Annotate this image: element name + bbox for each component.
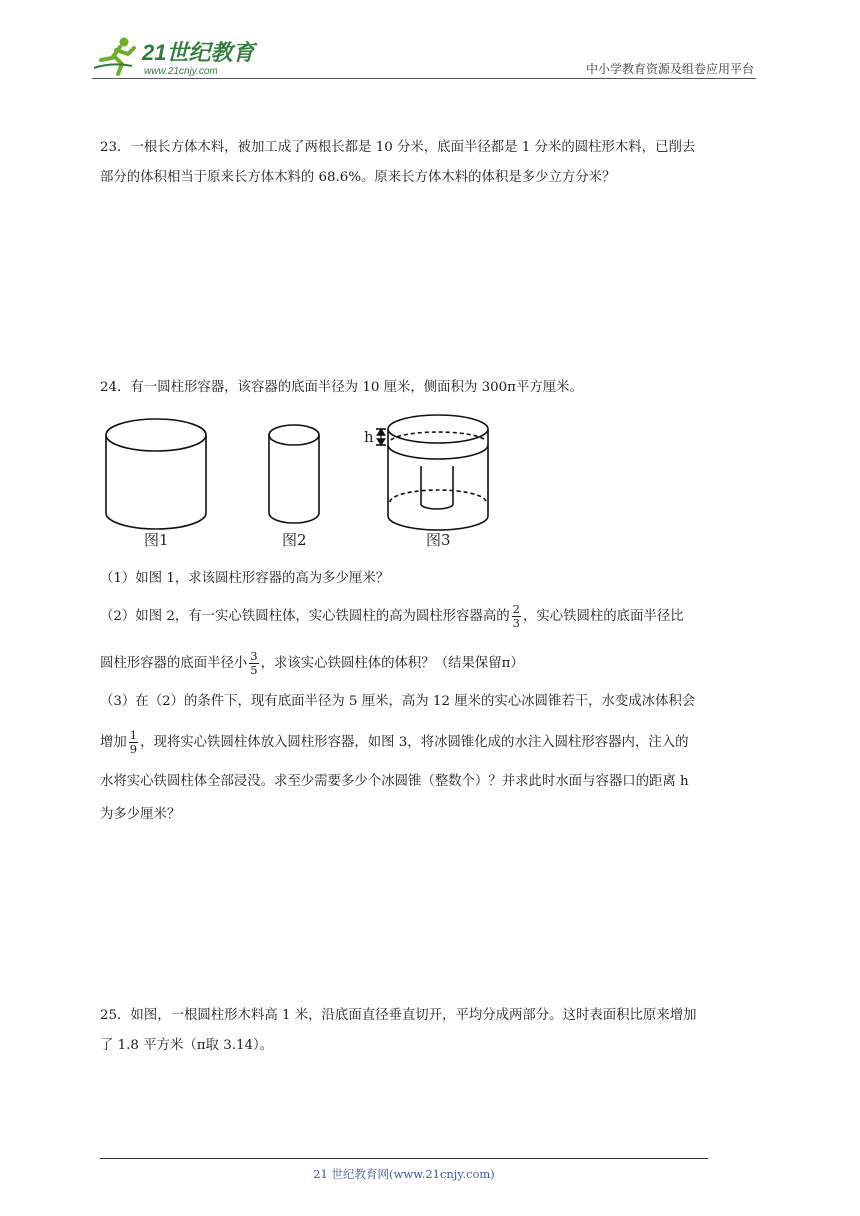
text-segment: 增加 [100, 735, 127, 750]
question-23-line-2: 部分的体积相当于原来长方体木料的 68.6%。原来长方体木料的体积是多少立方分米？ [100, 170, 616, 185]
cylinder-figures [96, 408, 516, 558]
figure-3-label: 图3 [426, 531, 451, 549]
site-logo [92, 34, 262, 78]
figure-2-iron-cylinder [269, 425, 319, 523]
runner-logo-icon [92, 34, 262, 78]
question-24-part-3-line-2 [100, 729, 689, 756]
figure-1-label: 图1 [144, 531, 169, 549]
footer-link[interactable]: 21 世纪教育网(www.21cnjy.com) [313, 1167, 495, 1181]
fraction-denominator: 3 [512, 616, 520, 630]
fraction-numerator: 1 [129, 728, 138, 742]
text-segment: ，现将实心铁圆柱体放入圆柱形容器，如图 3，将冰圆锥化成的水注入圆柱形容器内，注入的 [140, 735, 689, 750]
figure-2-label: 图2 [282, 531, 307, 549]
question-25-line-2: 了 1.8 平方米（π取 3.14）。 [100, 1038, 274, 1053]
question-24-part-3-line-3: 水将实心铁圆柱体全部浸没。求至少需要多少个冰圆锥（整数个）？并求此时水面与容器口的距离 h [100, 774, 689, 789]
question-24-figures [96, 408, 516, 558]
question-24-part-2-line-1 [100, 603, 684, 630]
fraction-one-ninth [129, 729, 138, 756]
platform-name: 中小学教育资源及组卷应用平台 [585, 62, 754, 76]
figure-3-h-label: h [364, 428, 374, 446]
question-24-part-2-line-2 [100, 650, 524, 677]
figure-3-container-with-water [376, 415, 488, 530]
question-25 [100, 1001, 770, 1061]
text-segment: ，求该实心铁圆柱体的体积？（结果保留π） [260, 656, 524, 671]
footer-divider [100, 1158, 708, 1159]
fraction-denominator: 9 [129, 742, 138, 756]
question-24-part-3-line-4: 为多少厘米？ [100, 807, 181, 822]
text-segment: （2）如图 2，有一实心铁圆柱体，实心铁圆柱的高为圆柱形容器高的 [100, 609, 510, 624]
fraction-two-thirds [512, 603, 521, 630]
question-24-intro: 24．有一圆柱形容器，该容器的底面半径为 10 厘米，侧面积为 300π平方厘米。 [100, 380, 583, 395]
fraction-numerator: 3 [250, 649, 258, 663]
question-24-part-3-line-1: （3）在（2）的条件下，现有底面半径为 5 厘米，高为 12 厘米的实心冰圆锥若干，水变成冰体积会 [100, 694, 696, 709]
question-23 [100, 133, 770, 193]
question-24-part-1: （1）如图 1，求该圆柱形容器的高为多少厘米？ [100, 571, 390, 586]
header-divider [92, 78, 756, 79]
logo-wordmark: 21世纪教育 [142, 40, 255, 65]
fraction-three-fifths [249, 650, 258, 677]
text-segment: 圆柱形容器的底面半径小 [100, 656, 248, 671]
text-segment: ，实心铁圆柱的底面半径比 [522, 609, 684, 624]
figure-1-container-cylinder [106, 419, 206, 529]
fraction-numerator: 2 [512, 602, 520, 616]
question-25-line-1: 25．如图，一根圆柱形木料高 1 米，沿底面直径垂直切开，平均分成两部分。这时表面积比原来增加 [100, 1008, 697, 1023]
question-23-line-1: 23．一根长方体木料，被加工成了两根长都是 10 分米，底面半径都是 1 分米的圆柱形木料，已削去 [100, 140, 696, 155]
fraction-denominator: 5 [250, 663, 258, 677]
logo-url: www.21cnjy.com [144, 66, 218, 77]
